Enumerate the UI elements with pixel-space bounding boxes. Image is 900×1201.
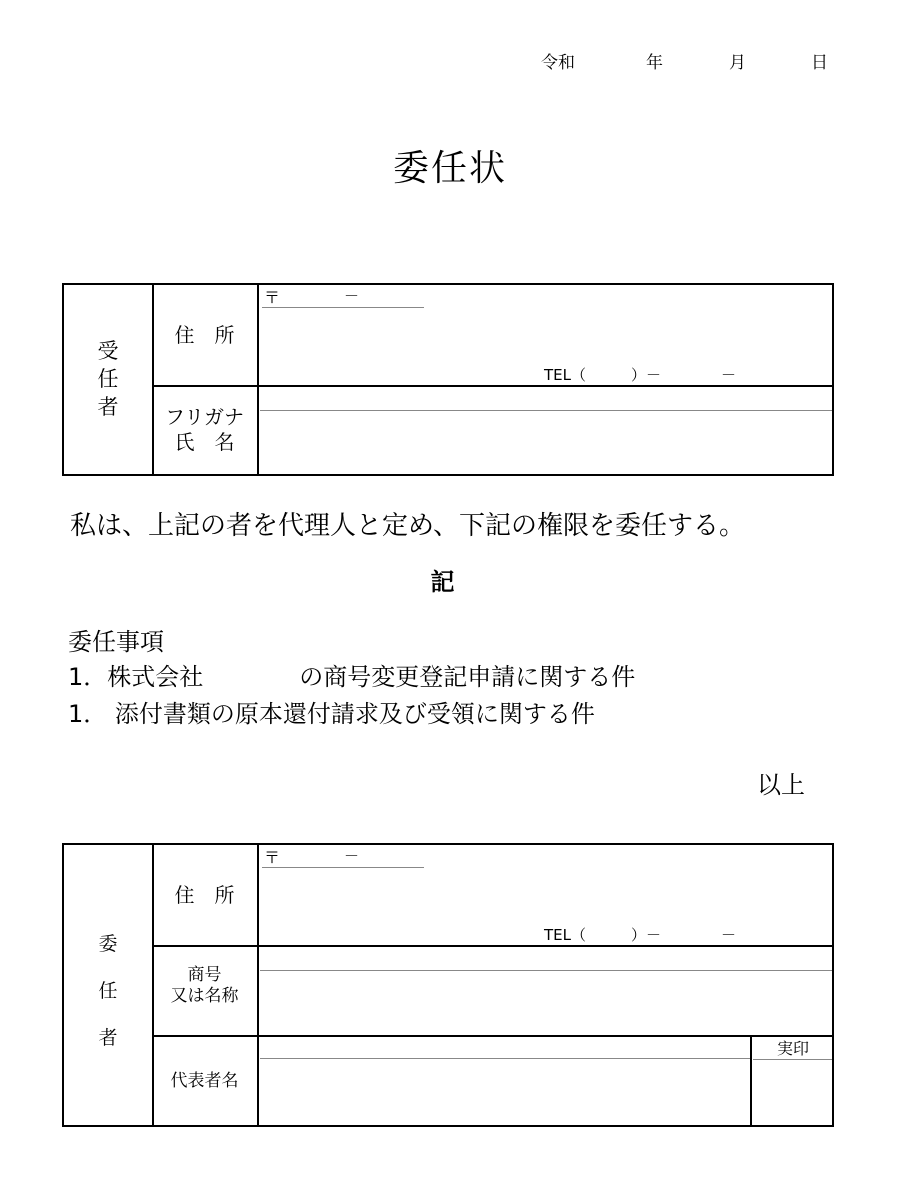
section-char: 受 bbox=[97, 339, 119, 363]
representative-label: 代表者名 bbox=[170, 1071, 239, 1091]
company-label-line2: 又は名称 bbox=[170, 986, 239, 1007]
postal-mark: 〒 bbox=[264, 848, 281, 867]
section-char: 任 bbox=[97, 367, 119, 391]
company-labels bbox=[152, 965, 257, 1008]
section-char: 者 bbox=[97, 395, 119, 419]
postal-dash: － bbox=[344, 287, 360, 305]
section-char: 者 bbox=[98, 1027, 118, 1049]
principal-tel: TEL（ ）－ － bbox=[544, 926, 736, 944]
furigana-line bbox=[260, 410, 832, 411]
representative-furigana-line bbox=[260, 1058, 750, 1059]
principal-section-label bbox=[64, 921, 152, 1062]
seal-label-line bbox=[753, 1059, 832, 1060]
furigana-label: フリガナ bbox=[165, 405, 244, 429]
divider bbox=[257, 285, 259, 474]
seal-label: 実印 bbox=[776, 1039, 809, 1058]
matter-item: 1．株式会社 の商号変更登記申請に関する件 bbox=[68, 663, 636, 691]
divider bbox=[152, 1035, 832, 1037]
closing-text: 以上 bbox=[757, 771, 805, 799]
delegation-statement: 私は、上記の者を代理人と定め、下記の権限を委任する。 bbox=[70, 511, 745, 541]
postal-dash: － bbox=[344, 847, 360, 865]
name-labels bbox=[152, 405, 257, 455]
address-label: 住 所 bbox=[174, 883, 235, 907]
date-day: 日 bbox=[811, 53, 828, 73]
agent-tel: TEL（ ）－ － bbox=[544, 366, 736, 384]
company-furigana-line bbox=[260, 970, 832, 971]
postal-underline bbox=[262, 307, 424, 308]
postal-mark: 〒 bbox=[264, 288, 281, 307]
divider bbox=[257, 845, 259, 1125]
name-label: 氏 名 bbox=[174, 430, 235, 454]
divider bbox=[152, 385, 832, 387]
section-char: 任 bbox=[98, 980, 118, 1002]
date-era: 令和 bbox=[541, 53, 575, 73]
ki-heading: 記 bbox=[430, 568, 455, 596]
postal-underline bbox=[262, 867, 424, 868]
agent-table bbox=[62, 283, 834, 476]
date-year: 年 bbox=[646, 53, 663, 73]
section-char: 委 bbox=[98, 933, 118, 955]
principal-table bbox=[62, 843, 834, 1127]
matters-heading: 委任事項 bbox=[68, 628, 164, 656]
divider bbox=[750, 1035, 752, 1125]
agent-section-label bbox=[64, 337, 152, 421]
date-month: 月 bbox=[729, 53, 746, 73]
matter-item: 1． 添付書類の原本還付請求及び受領に関する件 bbox=[68, 700, 595, 728]
divider bbox=[152, 945, 832, 947]
page-title: 委任状 bbox=[392, 148, 507, 189]
company-label-line1: 商号 bbox=[187, 965, 222, 985]
address-label: 住 所 bbox=[174, 323, 235, 347]
